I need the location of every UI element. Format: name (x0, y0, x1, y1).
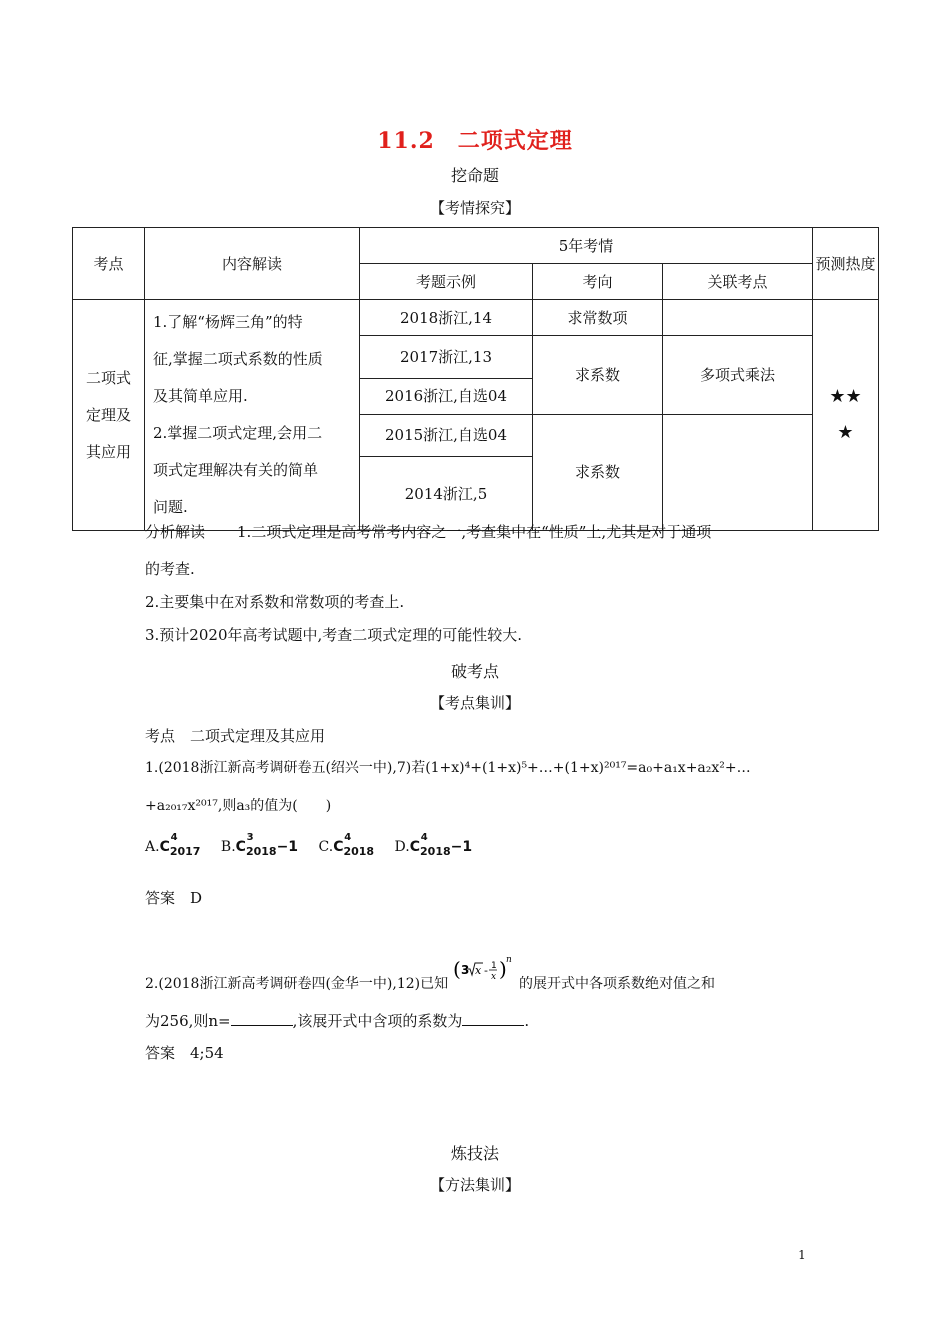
row-guanlian: 多项式乘法 (663, 336, 813, 415)
svg-text:-: - (483, 964, 488, 977)
row-kaoxiang: 求常数项 (533, 300, 663, 336)
neirong-line: 问题. (153, 498, 188, 516)
q2-line2 (145, 1010, 529, 1032)
header-guanlian: 关联考点 (663, 264, 813, 300)
option-d-label: D. (394, 839, 410, 855)
option-b-label: B. (220, 839, 236, 855)
analysis-p2: 2.主要集中在对系数和常数项的考查上. (145, 593, 405, 611)
cell-stars (813, 300, 879, 531)
kaoqing-table (72, 227, 879, 531)
subheading-kaoqing: 【考情探究】 (429, 199, 520, 217)
analysis-p3: 3.预计2020年高考试题中,考查二项式定理的可能性较大. (145, 626, 523, 644)
neirong-line: 及其简单应用. (153, 387, 248, 405)
q2-answer: 答案 4;54 (145, 1044, 224, 1062)
page-title: 11.2 二项式定理 (377, 128, 573, 154)
q2-post: 的展开式中各项系数绝对值之和 (519, 976, 716, 992)
q1-answer: 答案 D (145, 889, 203, 907)
subheading-fangfa-jixun: 【方法集训】 (429, 1176, 520, 1194)
page-number: 1 (798, 1248, 806, 1262)
q1-line1: 1.(2018浙江新高考调研卷五(绍兴一中),7)若(1+x)⁴+(1+x)⁵+…+(1+x)²⁰¹⁷=a₀+a₁x+a₂x²+… (145, 760, 751, 776)
header-kaodian: 考点 (73, 228, 145, 300)
cell-kaodian (73, 300, 145, 531)
option-a-label: A. (145, 839, 160, 855)
row-kaoxiang: 求系数 (533, 414, 663, 531)
svg-text:(: ( (452, 957, 461, 981)
header-kaoxiang: 考向 (533, 264, 663, 300)
neirong-line: 征,掌握二项式系数的性质 (153, 350, 323, 368)
option-b-formula: C 3 $_{2018}$−1 (235, 832, 299, 858)
answer-blank-n[interactable] (231, 1011, 293, 1026)
analysis-p1 (145, 521, 711, 543)
q2-line2a: 为256,则n= (145, 1012, 231, 1030)
header-neirong: 内容解读 (145, 228, 360, 300)
header-yuce: 预测热度 (813, 228, 879, 300)
kaodian-line: 考点 二项式定理及其应用 (145, 727, 326, 745)
analysis-text: 1.二项式定理是高考常考内容之一,考查集中在“性质”上,尤其是对于通项 (237, 523, 712, 541)
row-example: 2014浙江,5 (360, 457, 533, 531)
option-c-formula: C 4 $_{2018}$ (333, 832, 375, 858)
analysis-label: 分析解读 (145, 523, 206, 541)
svg-text:): ) (498, 957, 507, 981)
row-example: 2017浙江,13 (360, 336, 533, 379)
section-heading-wamingti: 挖命题 (450, 166, 499, 185)
answer-blank-coef[interactable] (462, 1011, 524, 1026)
q1-line2: +a₂₀₁₇x²⁰¹⁷,则a₃的值为( ) (145, 798, 332, 814)
kaodian-text: 二项式定理及其应用 (85, 368, 131, 461)
q2-line2b: ,该展开式中含项的系数为 (292, 1012, 463, 1030)
row-example: 2015浙江,自选04 (360, 414, 533, 457)
row-guanlian (663, 414, 813, 531)
option-c-label: C. (318, 839, 334, 855)
subheading-kaodian-jixun: 【考点集训】 (429, 694, 520, 712)
svg-text:x: x (474, 964, 481, 977)
cell-neirong (145, 300, 360, 531)
analysis-p1-cont: 的考查. (145, 560, 195, 578)
svg-text:x: x (490, 972, 496, 982)
row-kaoxiang: 求系数 (533, 336, 663, 415)
neirong-line: 1.了解“杨辉三角”的特 (153, 313, 303, 331)
section-heading-pokaodian: 破考点 (450, 662, 499, 681)
row-example: 2018浙江,14 (360, 300, 533, 336)
stars-rating: ★★★ (829, 386, 862, 443)
q2-line2c: . (524, 1012, 530, 1030)
svg-text:3: 3 (460, 963, 469, 977)
row-guanlian (663, 300, 813, 336)
q2-line1 (145, 952, 715, 995)
q2-formula (453, 952, 515, 992)
header-shili: 考题示例 (360, 264, 533, 300)
neirong-line: 2.掌握二项式定理,会用二 (153, 424, 323, 442)
q2-pre: 2.(2018浙江新高考调研卷四(金华一中),12)已知 (145, 976, 449, 992)
neirong-line: 项式定理解决有关的简单 (153, 461, 319, 479)
svg-text:n: n (505, 955, 512, 965)
header-5nian: 5年考情 (360, 228, 813, 264)
section-heading-lianjifa: 炼技法 (450, 1144, 499, 1163)
svg-text:1: 1 (490, 961, 497, 971)
row-example: 2016浙江,自选04 (360, 378, 533, 414)
option-a-formula: C 4 $_{2017}$ (159, 832, 201, 858)
q1-options (145, 832, 488, 863)
option-d-formula: C 4 $_{2018}$−1 (409, 832, 473, 858)
